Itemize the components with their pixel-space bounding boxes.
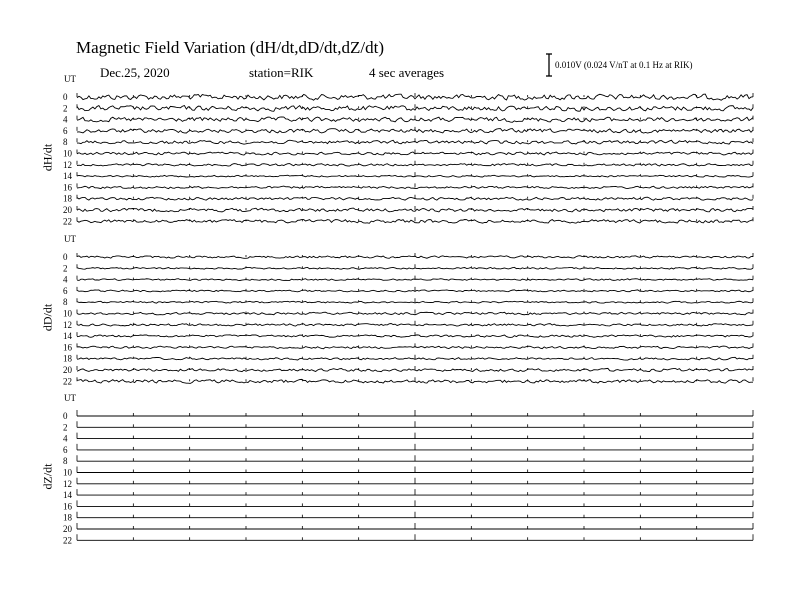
row-label: 2	[63, 103, 68, 114]
ut-label-dh: UT	[64, 74, 76, 84]
row-label: 6	[63, 444, 68, 455]
chart-title: Magnetic Field Variation (dH/dt,dD/dt,dZ/dt)	[76, 38, 385, 57]
row-label: 4	[63, 274, 68, 285]
date-label: Dec.25, 2020	[100, 65, 170, 80]
row-label: 12	[63, 159, 72, 170]
station-label: station=RIK	[249, 65, 314, 80]
panel-dH-dt	[63, 92, 753, 226]
row-label: 8	[63, 456, 68, 467]
ylabel-dd: dD/dt	[40, 303, 55, 332]
row-label: 0	[63, 411, 68, 421]
row-label: 4	[63, 114, 68, 125]
ylabel-dz: dZ/dt	[40, 463, 55, 490]
row-label: 20	[63, 524, 72, 534]
row-label: 16	[63, 342, 72, 353]
row-label: 4	[63, 433, 68, 444]
panel-dZ-dt	[63, 410, 753, 545]
row-label: 0	[63, 92, 68, 102]
row-label: 20	[63, 205, 72, 215]
row-label: 0	[63, 252, 68, 262]
row-label: 14	[63, 490, 72, 501]
scale-label: 0.010V (0.024 V/nT at 0.1 Hz at RIK)	[555, 60, 693, 70]
panel-dD-dt	[63, 252, 753, 386]
row-label: 10	[63, 148, 72, 159]
row-label: 2	[63, 422, 68, 433]
row-label: 8	[63, 297, 68, 308]
row-label: 22	[63, 376, 72, 387]
row-label: 10	[63, 308, 72, 319]
row-label: 18	[63, 512, 72, 523]
row-label: 20	[63, 365, 72, 375]
row-label: 14	[63, 171, 72, 182]
row-label: 2	[63, 263, 68, 274]
row-label: 10	[63, 467, 72, 478]
row-label: 12	[63, 319, 72, 330]
row-label: 6	[63, 285, 68, 296]
row-label: 22	[63, 216, 72, 227]
row-label: 8	[63, 137, 68, 148]
row-label: 14	[63, 331, 72, 342]
averaging-label: 4 sec averages	[369, 65, 445, 80]
row-label: 16	[63, 501, 72, 512]
row-label: 12	[63, 478, 72, 489]
row-label: 6	[63, 125, 68, 136]
ut-label-dz: UT	[64, 393, 76, 403]
row-label: 18	[63, 193, 72, 204]
ut-label-dd: UT	[64, 234, 76, 244]
ylabel-dh: dH/dt	[40, 143, 55, 172]
row-label: 18	[63, 353, 72, 364]
row-label: 16	[63, 182, 72, 193]
scale-bar-icon	[546, 54, 552, 76]
row-label: 22	[63, 535, 72, 546]
